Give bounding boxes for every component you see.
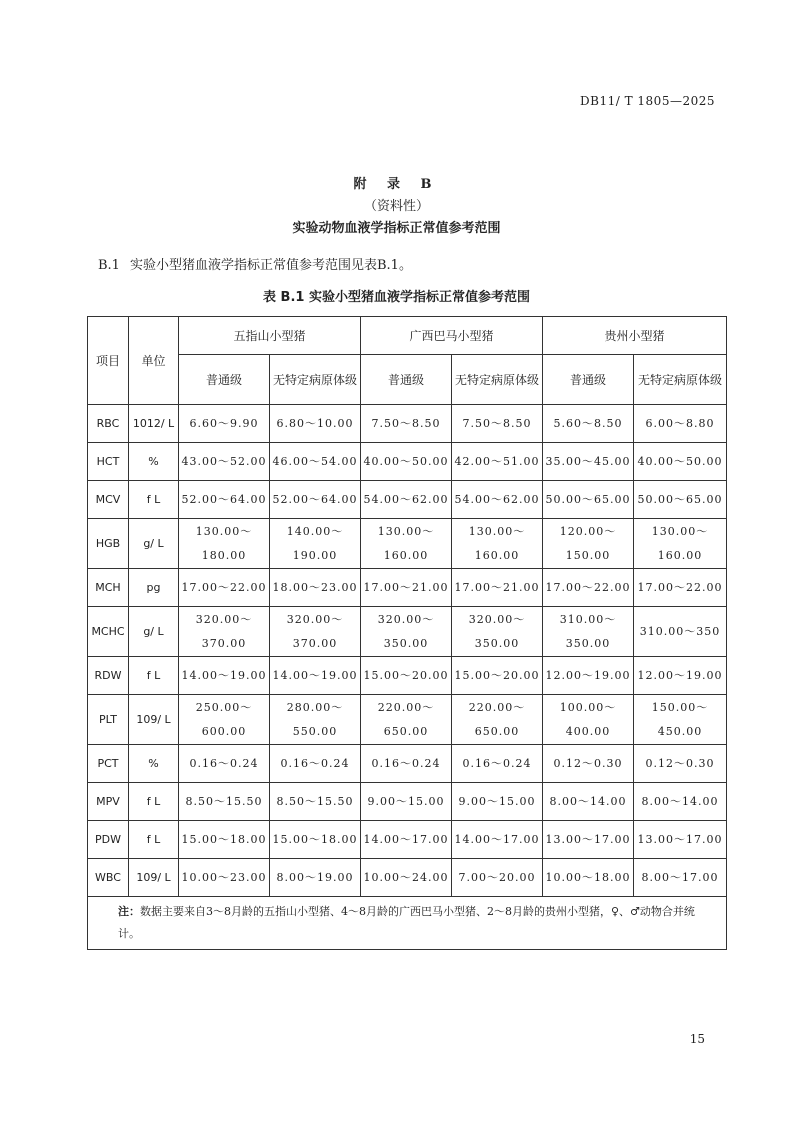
- value-cell: 8.00～19.00: [270, 859, 361, 897]
- group-header-bama: 广西巴马小型猪: [361, 317, 543, 355]
- value-cell: 0.16～0.24: [270, 745, 361, 783]
- value-cell: 8.00～14.00: [543, 783, 634, 821]
- value-cell: 50.00～65.00: [543, 481, 634, 519]
- row-unit: 1012/ L: [129, 405, 179, 443]
- value-cell: 220.00～ 650.00: [452, 695, 543, 745]
- row-unit: 109/ L: [129, 695, 179, 745]
- sub-header-normal: 普通级: [361, 355, 452, 405]
- row-item: PCT: [88, 745, 129, 783]
- row-unit: 109/ L: [129, 859, 179, 897]
- row-unit: f L: [129, 783, 179, 821]
- value-cell: 0.12～0.30: [543, 745, 634, 783]
- value-cell: 46.00～54.00: [270, 443, 361, 481]
- value-cell: 18.00～23.00: [270, 569, 361, 607]
- value-cell: 13.00～17.00: [543, 821, 634, 859]
- value-cell: 0.16～0.24: [361, 745, 452, 783]
- value-cell: 8.50～15.50: [270, 783, 361, 821]
- row-unit: %: [129, 443, 179, 481]
- value-cell: 42.00～51.00: [452, 443, 543, 481]
- row-item: MCV: [88, 481, 129, 519]
- table-row: [88, 859, 727, 897]
- sub-header-spf: 无特定病原体级: [270, 355, 361, 405]
- table-row: [88, 783, 727, 821]
- value-cell: 54.00～62.00: [361, 481, 452, 519]
- row-unit: f L: [129, 821, 179, 859]
- value-cell: 10.00～24.00: [361, 859, 452, 897]
- value-cell: 10.00～23.00: [179, 859, 270, 897]
- table-row: [88, 481, 727, 519]
- blood-reference-table: [87, 316, 727, 950]
- note-row: [88, 897, 727, 950]
- row-item: MCH: [88, 569, 129, 607]
- header-row-groups: [88, 317, 727, 355]
- note-text: 数据主要来自3～8月龄的五指山小型猪、4～8月龄的广西巴马小型猪、2～8月龄的贵州小型猪，♀、♂动物合并统计。: [118, 905, 695, 940]
- note-label: 注：: [118, 905, 140, 918]
- value-cell: 130.00～ 180.00: [179, 519, 270, 569]
- table-row: [88, 443, 727, 481]
- value-cell: 310.00～350: [634, 607, 727, 657]
- section-text: 实验小型猪血液学指标正常值参考范围见表B.1。: [130, 258, 412, 273]
- value-cell: 0.16～0.24: [179, 745, 270, 783]
- value-cell: 8.00～14.00: [634, 783, 727, 821]
- table-note: [88, 897, 727, 950]
- value-cell: 40.00～50.00: [634, 443, 727, 481]
- table-row: [88, 821, 727, 859]
- table-caption: 表 B.1 实验小型猪血液学指标正常值参考范围: [263, 290, 530, 305]
- value-cell: 6.80～10.00: [270, 405, 361, 443]
- document-code: DB11/ T 1805—2025: [580, 94, 715, 108]
- table-row: [88, 519, 727, 569]
- value-cell: 320.00～ 350.00: [452, 607, 543, 657]
- value-cell: 15.00～20.00: [452, 657, 543, 695]
- value-cell: 9.00～15.00: [361, 783, 452, 821]
- value-cell: 15.00～18.00: [270, 821, 361, 859]
- value-cell: 54.00～62.00: [452, 481, 543, 519]
- row-item: PLT: [88, 695, 129, 745]
- value-cell: 320.00～ 350.00: [361, 607, 452, 657]
- value-cell: 6.00～8.80: [634, 405, 727, 443]
- value-cell: 40.00～50.00: [361, 443, 452, 481]
- value-cell: 17.00～21.00: [452, 569, 543, 607]
- value-cell: 15.00～18.00: [179, 821, 270, 859]
- row-item: MCHC: [88, 607, 129, 657]
- row-unit: g/ L: [129, 519, 179, 569]
- table-row: [88, 607, 727, 657]
- value-cell: 12.00～19.00: [543, 657, 634, 695]
- value-cell: 14.00～17.00: [361, 821, 452, 859]
- row-item: RBC: [88, 405, 129, 443]
- value-cell: 140.00～ 190.00: [270, 519, 361, 569]
- value-cell: 15.00～20.00: [361, 657, 452, 695]
- value-cell: 5.60～8.50: [543, 405, 634, 443]
- table-row: [88, 695, 727, 745]
- sub-header-normal: 普通级: [179, 355, 270, 405]
- table-row: [88, 745, 727, 783]
- value-cell: 52.00～64.00: [270, 481, 361, 519]
- value-cell: 6.60～9.90: [179, 405, 270, 443]
- value-cell: 14.00～17.00: [452, 821, 543, 859]
- value-cell: 150.00～ 450.00: [634, 695, 727, 745]
- value-cell: 130.00～ 160.00: [634, 519, 727, 569]
- row-item: HCT: [88, 443, 129, 481]
- row-item: PDW: [88, 821, 129, 859]
- table-row: [88, 569, 727, 607]
- table-row: [88, 657, 727, 695]
- row-unit: f L: [129, 657, 179, 695]
- value-cell: 220.00～ 650.00: [361, 695, 452, 745]
- value-cell: 17.00～22.00: [543, 569, 634, 607]
- row-unit: %: [129, 745, 179, 783]
- value-cell: 14.00～19.00: [179, 657, 270, 695]
- table-row: [88, 405, 727, 443]
- row-item: HGB: [88, 519, 129, 569]
- appendix-title: 附 录 B: [353, 177, 440, 192]
- row-item: MPV: [88, 783, 129, 821]
- value-cell: 130.00～ 160.00: [452, 519, 543, 569]
- value-cell: 320.00～ 370.00: [270, 607, 361, 657]
- value-cell: 130.00～ 160.00: [361, 519, 452, 569]
- group-header-guizhou: 贵州小型猪: [543, 317, 727, 355]
- row-item: RDW: [88, 657, 129, 695]
- sub-header-spf: 无特定病原体级: [634, 355, 727, 405]
- row-unit: g/ L: [129, 607, 179, 657]
- row-unit: pg: [129, 569, 179, 607]
- value-cell: 7.00～20.00: [452, 859, 543, 897]
- value-cell: 120.00～ 150.00: [543, 519, 634, 569]
- value-cell: 280.00～ 550.00: [270, 695, 361, 745]
- value-cell: 320.00～ 370.00: [179, 607, 270, 657]
- header-row-grades: [88, 355, 727, 405]
- appendix-subject: 实验动物血液学指标正常值参考范围: [292, 221, 501, 236]
- value-cell: 250.00～ 600.00: [179, 695, 270, 745]
- value-cell: 7.50～8.50: [452, 405, 543, 443]
- page-number: 15: [689, 1032, 705, 1046]
- value-cell: 10.00～18.00: [543, 859, 634, 897]
- value-cell: 17.00～22.00: [179, 569, 270, 607]
- group-header-wuzhishan: 五指山小型猪: [179, 317, 361, 355]
- sub-header-normal: 普通级: [543, 355, 634, 405]
- value-cell: 17.00～21.00: [361, 569, 452, 607]
- value-cell: 100.00～ 400.00: [543, 695, 634, 745]
- value-cell: 14.00～19.00: [270, 657, 361, 695]
- appendix-nature: （资料性）: [363, 199, 429, 214]
- value-cell: 52.00～64.00: [179, 481, 270, 519]
- value-cell: 7.50～8.50: [361, 405, 452, 443]
- value-cell: 13.00～17.00: [634, 821, 727, 859]
- value-cell: 17.00～22.00: [634, 569, 727, 607]
- value-cell: 8.50～15.50: [179, 783, 270, 821]
- value-cell: 0.16～0.24: [452, 745, 543, 783]
- value-cell: 8.00～17.00: [634, 859, 727, 897]
- value-cell: 12.00～19.00: [634, 657, 727, 695]
- value-cell: 43.00～52.00: [179, 443, 270, 481]
- value-cell: 310.00～ 350.00: [543, 607, 634, 657]
- row-unit: f L: [129, 481, 179, 519]
- appendix-heading: [0, 174, 793, 240]
- section-number: B.1: [98, 258, 120, 273]
- value-cell: 35.00～45.00: [543, 443, 634, 481]
- col-header-item: 项目: [88, 317, 129, 405]
- section-b1: [98, 254, 412, 273]
- value-cell: 0.12～0.30: [634, 745, 727, 783]
- value-cell: 9.00～15.00: [452, 783, 543, 821]
- col-header-unit: 单位: [129, 317, 179, 405]
- sub-header-spf: 无特定病原体级: [452, 355, 543, 405]
- row-item: WBC: [88, 859, 129, 897]
- value-cell: 50.00～65.00: [634, 481, 727, 519]
